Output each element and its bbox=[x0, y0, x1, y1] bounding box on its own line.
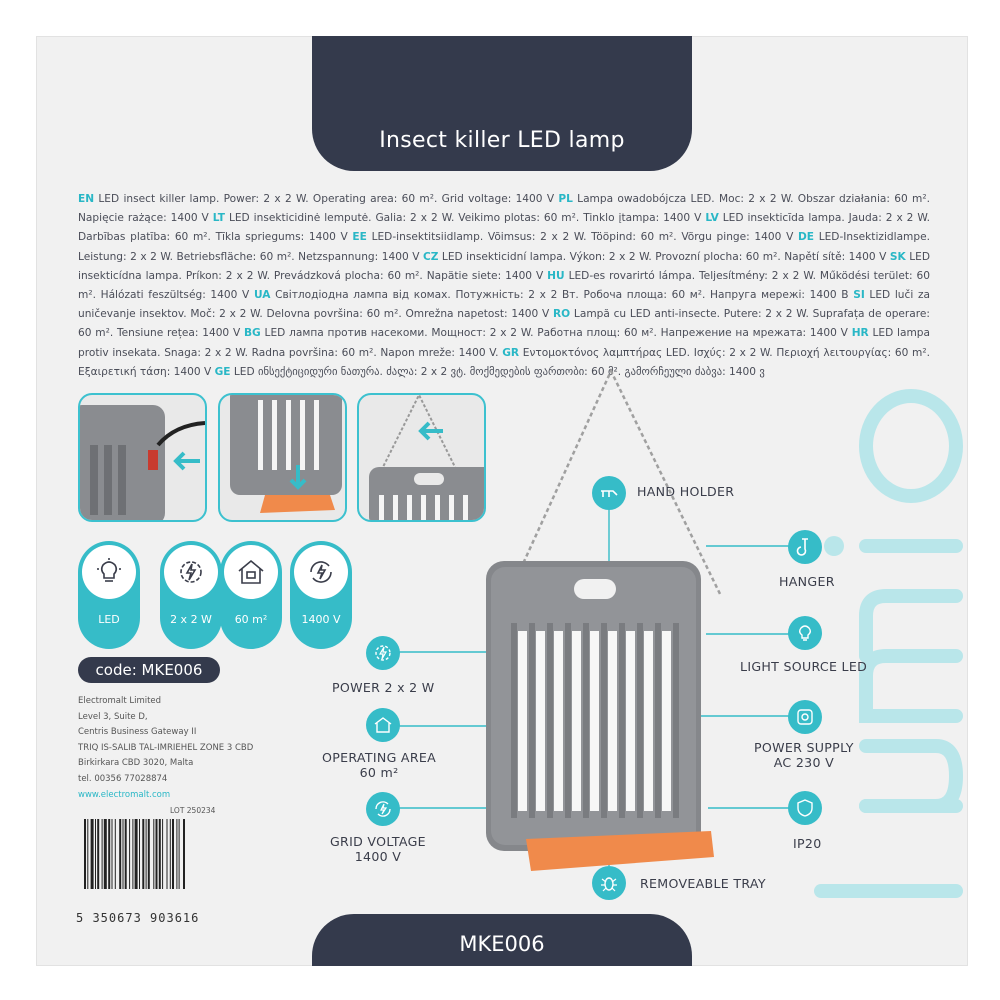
barcode-bar bbox=[104, 819, 107, 889]
description-text: LED insekticídna lampa. Príkon: 2 x 2 W. Prevádzková plocha: 60 m². Napätie siete: 1400 V bbox=[78, 250, 930, 282]
description-text: LED-Insektizidlampe. Leistung: 2 x 2 W. Betriebsfläche: 60 m². Netzspannung: 1400 V bbox=[78, 231, 930, 263]
barcode-bar bbox=[179, 819, 180, 889]
footer-tab bbox=[312, 914, 692, 966]
house-icon bbox=[236, 557, 266, 587]
language-code: GE bbox=[214, 365, 231, 378]
barcode-bar bbox=[115, 819, 116, 889]
barcode-bar bbox=[84, 819, 86, 889]
barcode-bar bbox=[119, 819, 121, 889]
feature-ip20: IP20 bbox=[793, 836, 822, 851]
language-code: HU bbox=[547, 269, 565, 282]
barcode-bar bbox=[170, 819, 171, 889]
plug-icon bbox=[788, 700, 822, 734]
badge-led: LED bbox=[78, 541, 140, 649]
barcode-bar bbox=[97, 819, 99, 889]
badge-area: 60 m² bbox=[220, 541, 282, 649]
barcode bbox=[84, 819, 220, 889]
description-text: LED insekticīda lampa. Jauda: 2 x 2 W. Darbības platība: 60 m². Tīkla spriegums: 1400 V bbox=[78, 212, 930, 244]
language-code: SI bbox=[853, 289, 865, 302]
badge-voltage: 1400 V bbox=[290, 541, 352, 649]
barcode-bar bbox=[108, 819, 110, 889]
description-text: LED insect killer lamp. Power: 2 x 2 W. Operating area: 60 m². Grid voltage: 1400 V bbox=[94, 193, 559, 205]
description-text: LED insekticidinė lemputė. Galia: 2 x 2 W. Veikimo plotas: 60 m². Tinklo įtampa: 1400 V bbox=[225, 212, 706, 225]
feature-removeable-tray: REMOVEABLE TRAY bbox=[640, 876, 766, 891]
multilingual-description bbox=[78, 190, 930, 382]
barcode-bar bbox=[156, 819, 158, 889]
language-code: EN bbox=[78, 193, 95, 205]
barcode-bar bbox=[148, 819, 150, 889]
refresh-bolt-icon bbox=[366, 792, 400, 826]
lot-number: LOT 250234 bbox=[170, 806, 216, 815]
lightbulb-icon bbox=[788, 616, 822, 650]
feature-power: POWER 2 x 2 W bbox=[332, 680, 435, 695]
barcode-bar bbox=[172, 819, 174, 889]
barcode-bar bbox=[159, 819, 161, 889]
hand-holder-icon bbox=[592, 476, 626, 510]
description-text: LED лампа против насекоми. Мощност: 2 x 2 W. Работна площ: 60 м². Напрежение на мрежата: 1400 V bbox=[260, 327, 852, 340]
barcode-bar bbox=[183, 819, 185, 889]
barcode-bar bbox=[167, 819, 168, 889]
barcode-bar bbox=[123, 819, 124, 889]
house-icon bbox=[366, 708, 400, 742]
refresh-bolt-icon bbox=[306, 557, 336, 587]
gear-bolt-icon bbox=[366, 636, 400, 670]
packaging-panel bbox=[36, 36, 968, 966]
website-link: www.electromalt.com bbox=[78, 789, 171, 800]
barcode-bar bbox=[162, 819, 163, 889]
badge-power: 2 x 2 W bbox=[160, 541, 222, 649]
feature-operating-area: OPERATING AREA 60 m² bbox=[322, 750, 437, 780]
description-text: Εντομοκτόνος λαμπτήρας LED. Ισχύς: 2 x 2 W. Περιοχή λειτουργίας: 60 m². Εξαιρετική τάση: 1400 V bbox=[78, 346, 930, 378]
barcode-bar bbox=[139, 819, 140, 889]
language-code: SK bbox=[889, 250, 906, 263]
barcode-bar bbox=[87, 819, 88, 889]
lamp-illustration bbox=[466, 361, 726, 871]
feature-hand-holder: HAND HOLDER bbox=[637, 484, 735, 499]
language-code: UA bbox=[253, 289, 271, 302]
barcode-bar bbox=[142, 819, 144, 889]
lightbulb-icon bbox=[94, 557, 124, 587]
language-code: RO bbox=[553, 308, 571, 321]
barcode-number: 5 350673 903616 bbox=[76, 911, 200, 925]
barcode-bar bbox=[146, 819, 147, 889]
language-code: LV bbox=[705, 212, 719, 225]
thumbnail-switch bbox=[78, 393, 207, 522]
page-title: Insect killer LED lamp bbox=[379, 128, 625, 153]
language-code: HR bbox=[851, 327, 869, 340]
product-code-label: code: MKE006 bbox=[78, 657, 220, 683]
language-code: DE bbox=[798, 231, 815, 244]
description-text: LED ინსექტიციდური ნათურა. ძალა: 2 x 2 ვტ. მოქმედების ფართობი: 60 მ². გამორჩეული ძაბვა: 1400 ვ bbox=[230, 365, 765, 378]
lumio-logo bbox=[806, 336, 968, 936]
description-text: LED lampa protiv insekata. Snaga: 2 x 2 W. Radna površina: 60 m². Napon mreže: 1400 V. bbox=[78, 327, 930, 359]
description-text: LED-es rovarirtó lámpa. Teljesítmény: 2 x 2 W. Működési terület: 60 m². Hálózati feszültség: 1400 V bbox=[78, 269, 930, 302]
description-text: Світлодіодна лампа від комах. Потужність: 2 x 2 Вт. Робоча площа: 60 м². Напруга мережі: 1400 В bbox=[270, 289, 854, 302]
feature-power-supply: POWER SUPPLY AC 230 V bbox=[754, 740, 854, 770]
barcode-bar bbox=[153, 819, 154, 889]
barcode-bar bbox=[132, 819, 133, 889]
description-text: LED insekticidní lampa. Výkon: 2 x 2 W. Provozní plocha: 60 m². Napětí sítě: 1400 V bbox=[438, 250, 890, 263]
description-text: LED luči za uničevanje insektov. Moč: 2 x 2 W. Delovna površina: 60 m². Omrežna napetost: 1400 V bbox=[78, 289, 930, 321]
title-tab bbox=[312, 36, 692, 171]
barcode-bar bbox=[102, 819, 103, 889]
company-address: Electromalt Limited Level 3, Suite D, Centris Business Gateway II TRIQ IS-SALIB TAL-IMRIEHEL ZONE 3 CBD Birkirkara CBD 3020, Malta tel. 00356 77028874 www.electromalt.com bbox=[78, 694, 253, 803]
language-code: LT bbox=[212, 212, 225, 225]
barcode-bar bbox=[112, 819, 113, 889]
description-text: LED-insektitsiidlamp. Võimsus: 2 x 2 W. Tööpind: 60 m². Võrgu pinge: 1400 V bbox=[366, 231, 798, 244]
barcode-bar bbox=[95, 819, 96, 889]
description-text: Lampă cu LED anti-insecte. Putere: 2 x 2 W. Suprafața de operare: 60 m². Tensiune rețea: 1400 V bbox=[78, 308, 930, 340]
footer-product-code: MKE006 bbox=[459, 932, 545, 956]
bug-icon bbox=[592, 866, 626, 900]
thumbnail-tray bbox=[218, 393, 347, 522]
language-code: GR bbox=[502, 346, 520, 359]
barcode-bar bbox=[129, 819, 130, 889]
barcode-bar bbox=[125, 819, 127, 889]
barcode-bar bbox=[135, 819, 138, 889]
hook-icon bbox=[788, 530, 822, 564]
feature-grid-voltage: GRID VOLTAGE 1400 V bbox=[330, 834, 426, 864]
barcode-bar bbox=[176, 819, 177, 889]
barcode-bar bbox=[91, 819, 94, 889]
language-code: CZ bbox=[422, 250, 439, 263]
feature-hanger: HANGER bbox=[779, 574, 835, 589]
language-code: EE bbox=[352, 231, 367, 244]
language-code: BG bbox=[243, 327, 261, 340]
feature-light-source: LIGHT SOURCE LED bbox=[740, 659, 868, 674]
gear-bolt-icon bbox=[176, 557, 206, 587]
shield-icon bbox=[788, 791, 822, 825]
language-code: PL bbox=[558, 193, 573, 205]
description-text: Lampa owadobójcza LED. Moc: 2 x 2 W. Obszar działania: 60 m². Napięcie rażące: 1400 V bbox=[78, 193, 930, 225]
